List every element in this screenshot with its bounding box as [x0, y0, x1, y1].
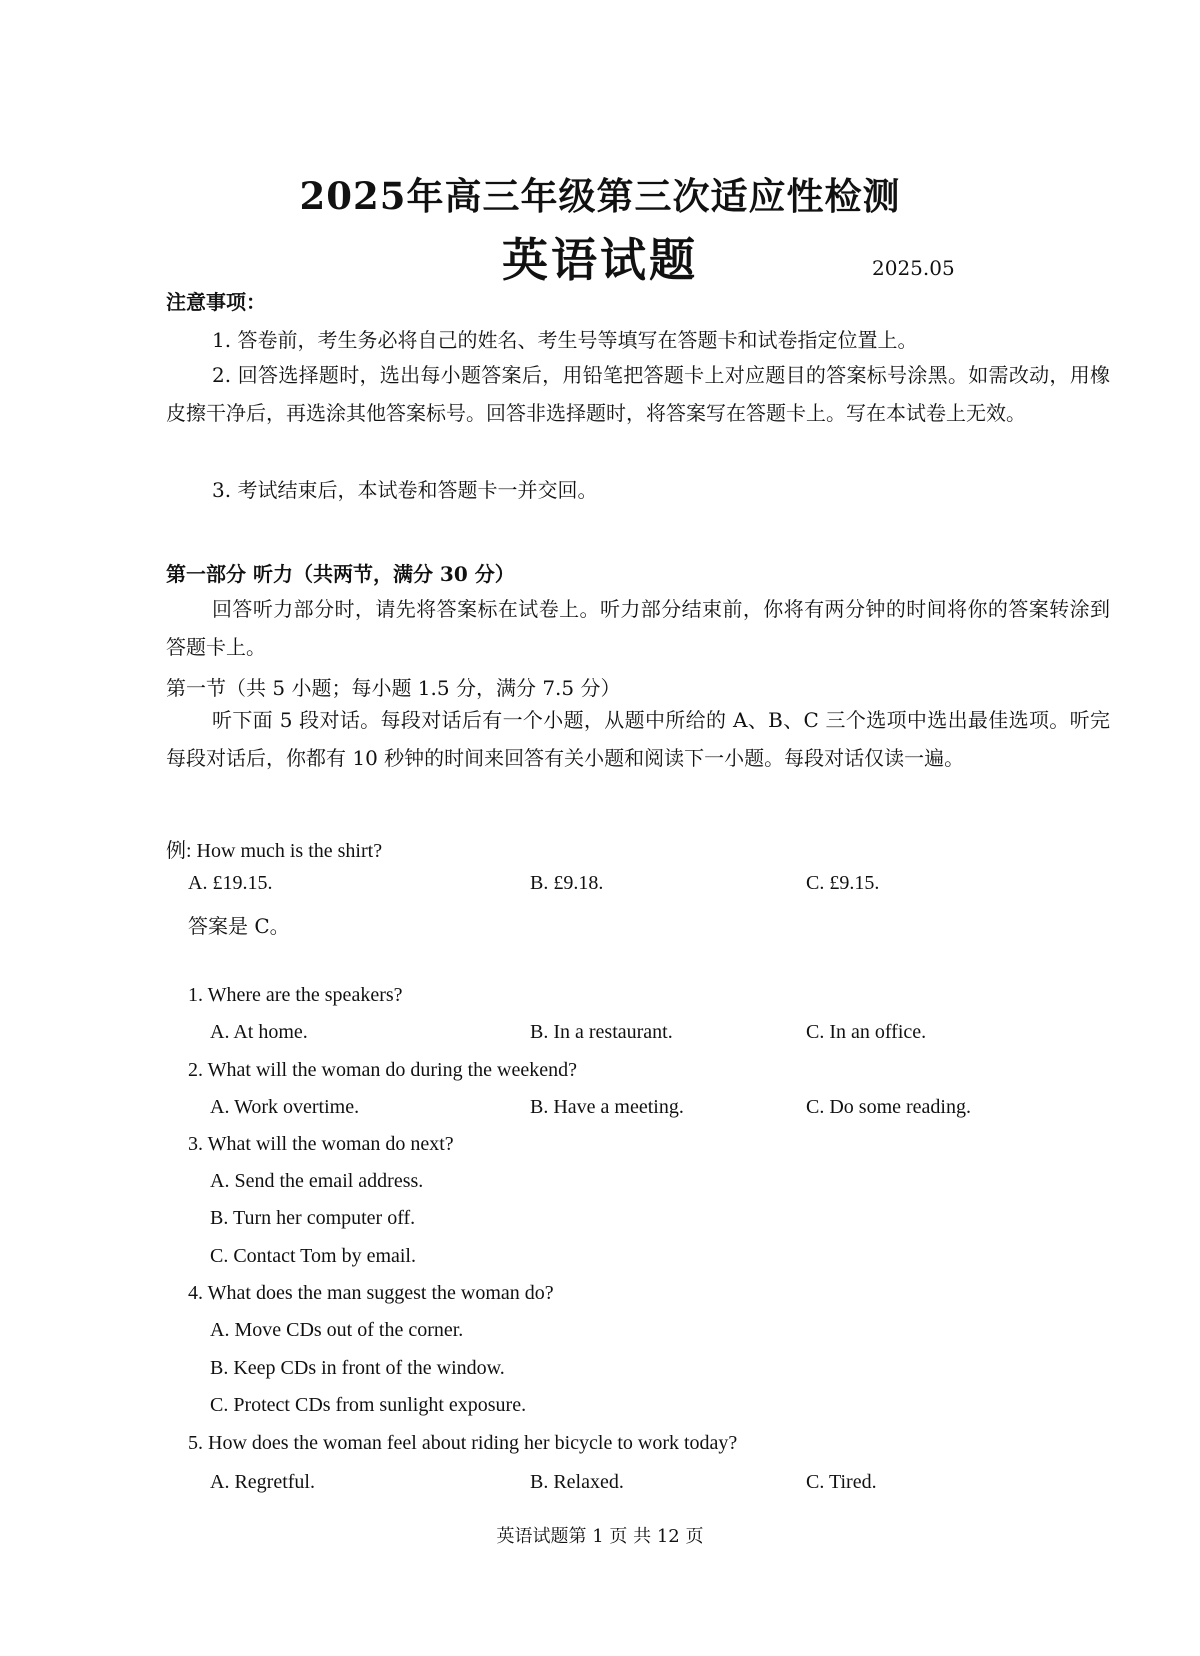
q4-option-a: A. Move CDs out of the corner. — [210, 1319, 464, 1341]
section1-intro: 听下面 5 段对话。每段对话后有一个小题，从题中所给的 A、B、C 三个选项中选出最佳选项。听完每段对话后，你都有 10 秒钟的时间来回答有关小题和阅读下一小题。每段对话仅读一遍。 — [166, 708, 1110, 770]
example-answer: 答案是 C。 — [188, 914, 290, 938]
q1-option-c: C. In an office. — [806, 1021, 927, 1043]
q5-option-b: B. Relaxed. — [530, 1471, 624, 1493]
question-2: 2. What will the woman do during the weekend? — [188, 1059, 577, 1081]
section1-heading: 第一节（共 5 小题；每小题 1.5 分，满分 7.5 分） — [166, 676, 621, 700]
example-question: 例: How much is the shirt? — [166, 840, 383, 862]
part1-heading: 第一部分 听力（共两节，满分 30 分） — [166, 562, 515, 586]
page-footer: 英语试题第 1 页 共 12 页 — [496, 1526, 704, 1547]
part1-intro: 回答听力部分时，请先将答案标在试卷上。听力部分结束前，你将有两分钟的时间将你的答案转涂到答题卡上。 — [166, 597, 1110, 659]
q3-option-a: A. Send the email address. — [210, 1170, 424, 1192]
q4-option-c: C. Protect CDs from sunlight exposure. — [210, 1394, 527, 1416]
notice-item-2: 2. 回答选择题时，选出每小题答案后，用铅笔把答题卡上对应题目的答案标号涂黑。如需改动，用橡皮擦干净后，再选涂其他答案标号。回答非选择题时，将答案写在答题卡上。写在本试卷上无效。 — [166, 363, 1110, 425]
notice-heading: 注意事项： — [166, 290, 266, 314]
q2-option-c: C. Do some reading. — [806, 1096, 971, 1118]
q2-option-b: B. Have a meeting. — [530, 1096, 684, 1118]
q5-option-c: C. Tired. — [806, 1471, 877, 1493]
q3-option-b: B. Turn her computer off. — [210, 1207, 416, 1229]
q1-option-a: A. At home. — [210, 1021, 308, 1043]
example-option-a: A. £19.15. — [188, 872, 273, 894]
example-option-c: C. £9.15. — [806, 872, 880, 894]
question-4: 4. What does the man suggest the woman do? — [188, 1282, 554, 1304]
q2-option-a: A. Work overtime. — [210, 1096, 360, 1118]
exam-title: 2025年高三年级第三次适应性检测 — [299, 174, 901, 218]
question-1: 1. Where are the speakers? — [188, 984, 403, 1006]
example-option-b: B. £9.18. — [530, 872, 604, 894]
question-3: 3. What will the woman do next? — [188, 1133, 454, 1155]
subject-title: 英语试题 — [502, 233, 698, 287]
exam-date: 2025.05 — [872, 256, 955, 280]
question-5: 5. How does the woman feel about riding her bicycle to work today? — [188, 1432, 738, 1454]
notice-item-1: 1. 答卷前，考生务必将自己的姓名、考生号等填写在答题卡和试卷指定位置上。 — [212, 328, 918, 352]
q3-option-c: C. Contact Tom by email. — [210, 1245, 416, 1267]
q4-option-b: B. Keep CDs in front of the window. — [210, 1357, 505, 1379]
q5-option-a: A. Regretful. — [210, 1471, 315, 1493]
notice-item-3: 3. 考试结束后，本试卷和答题卡一并交回。 — [212, 478, 598, 502]
q1-option-b: B. In a restaurant. — [530, 1021, 673, 1043]
